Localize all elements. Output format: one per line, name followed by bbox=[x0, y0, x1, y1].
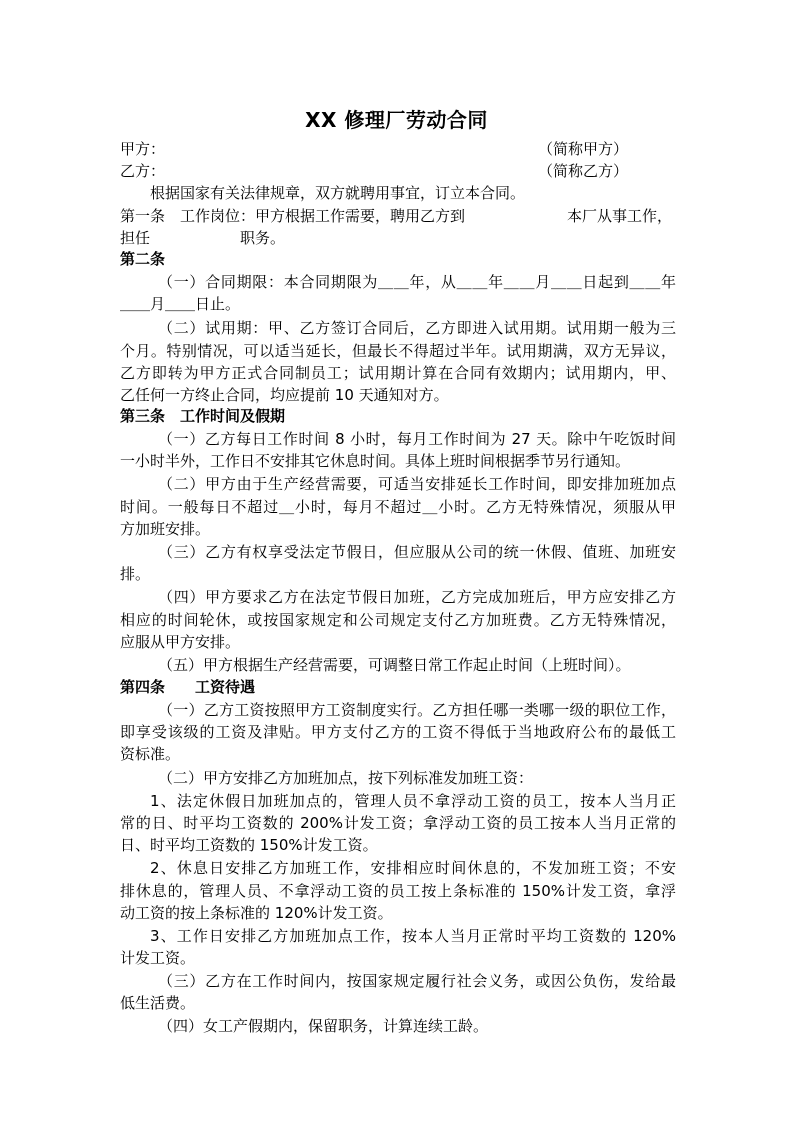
art4-p2-line-0: （二）甲方安排乙方加班加点，按下列标准发加班工资： bbox=[158, 769, 534, 787]
art4-item1-line-2: 日、时平均工资数的 150%计发工资。 bbox=[120, 836, 378, 854]
party-a-note: （简称甲方） bbox=[538, 140, 629, 158]
article-1-line-1b: 本厂从事工作， bbox=[567, 207, 673, 225]
article-4-heading: 第四条 工资待遇 bbox=[120, 678, 256, 696]
art2-p1-line-1: ＿＿月＿＿日止。 bbox=[120, 295, 241, 313]
article-1-line-1a: 第一条 工作岗位：甲方根据工作需要，聘用乙方到 bbox=[120, 207, 466, 225]
art3-p5-line-0: （五）甲方根据生产经营需要，可调整日常工作起止时间（上班时间）。 bbox=[158, 656, 631, 674]
art3-p1-line-1: 一小时半外，工作日不安排其它休息时间。具体上班时间根据季节另行通知。 bbox=[120, 452, 631, 470]
article-1-line-2a: 担任 bbox=[120, 229, 151, 247]
art3-p2-line-2: 方加班安排。 bbox=[120, 520, 211, 538]
art2-p2-line-2: 乙方即转为甲方正式合同制员工；试用期计算在合同有效期内；试用期内，甲、 bbox=[120, 364, 676, 382]
art4-item1-line-1: 常的日、时平均工资数的 200%计发工资；拿浮动工资的员工按本人当月正常的 bbox=[120, 814, 676, 832]
document-title: XX 修理厂劳动合同 bbox=[305, 108, 488, 132]
art3-p2-line-1: 时间。一般每日不超过＿小时，每月不超过＿小时。乙方无特殊情况，须服从甲 bbox=[120, 498, 676, 516]
art4-p1-line-1: 即享受该级的工资及津贴。甲方支付乙方的工资不得低于当地政府公布的最低工 bbox=[120, 723, 676, 741]
art3-p1-line-0: （一）乙方每日工作时间 8 小时，每月工作时间为 27 天。除中午吃饭时间 bbox=[158, 430, 676, 448]
art4-p1-line-2: 资标准。 bbox=[120, 745, 181, 763]
party-a-label: 甲方： bbox=[120, 140, 166, 158]
article-1-line-2b: 职务。 bbox=[240, 229, 286, 247]
article-2-heading: 第二条 bbox=[120, 250, 166, 268]
art4-item3-line-0: 3、工作日安排乙方加班加点工作，按本人当月正常时平均工资数的 120% bbox=[150, 927, 676, 945]
art3-p3-line-1: 排。 bbox=[120, 565, 151, 583]
art4-item2-line-2: 动工资的按上条标准的 120%计发工资。 bbox=[120, 904, 393, 922]
art4-item2-line-0: 2、休息日安排乙方加班工作，安排相应时间休息的，不发加班工资；不安 bbox=[150, 859, 676, 877]
article-3-heading: 第三条 工作时间及假期 bbox=[120, 407, 286, 425]
art3-p4-line-2: 应服从甲方安排。 bbox=[120, 633, 241, 651]
art4-item1-line-0: 1、法定休假日加班加点的，管理人员不拿浮动工资的员工，按本人当月正 bbox=[150, 792, 676, 810]
art3-p4-line-0: （四）甲方要求乙方在法定节假日加班，乙方完成加班后，甲方应安排乙方 bbox=[158, 588, 676, 606]
art4-item2-line-1: 排休息的，管理人员、不拿浮动工资的员工按上条标准的 150%计发工资，拿浮 bbox=[120, 882, 676, 900]
art4-p3-line-1: 低生活费。 bbox=[120, 994, 196, 1012]
art4-p3-line-0: （三）乙方在工作时间内，按国家规定履行社会义务，或因公负伤，发给最 bbox=[158, 972, 676, 990]
party-b-note: （简称乙方） bbox=[538, 162, 629, 180]
art3-p2-line-0: （二）甲方由于生产经营需要，可适当安排延长工作时间，即安排加班加点 bbox=[158, 475, 676, 493]
art2-p2-line-0: （二）试用期：甲、乙方签订合同后，乙方即进入试用期。试用期一般为三 bbox=[158, 319, 676, 337]
art4-p1-line-0: （一）乙方工资按照甲方工资制度实行。乙方担任哪一类哪一级的职位工作， bbox=[158, 701, 676, 719]
art4-p4-line-0: （四）女工产假期内，保留职务，计算连续工龄。 bbox=[158, 1017, 489, 1035]
art2-p2-line-1: 个月。特别情况，可以适当延长，但最长不得超过半年。试用期满，双方无异议， bbox=[120, 342, 676, 360]
art4-item3-line-1: 计发工资。 bbox=[120, 949, 196, 967]
art3-p4-line-1: 相应的时间轮休，或按国家规定和公司规定支付乙方加班费。乙方无特殊情况， bbox=[120, 611, 676, 629]
party-b-label: 乙方： bbox=[120, 162, 166, 180]
art3-p3-line-0: （三）乙方有权享受法定节假日，但应服从公司的统一休假、值班、加班安 bbox=[158, 543, 676, 561]
art2-p2-line-3: 乙任何一方终止合同，均应提前 10 天通知对方。 bbox=[120, 386, 449, 404]
intro-line: 根据国家有关法律规章，双方就聘用事宜，订立本合同。 bbox=[150, 184, 526, 202]
art2-p1-line-0: （一）合同期限：本合同期限为＿＿年，从＿＿年＿＿月＿＿日起到＿＿年 bbox=[158, 273, 676, 291]
